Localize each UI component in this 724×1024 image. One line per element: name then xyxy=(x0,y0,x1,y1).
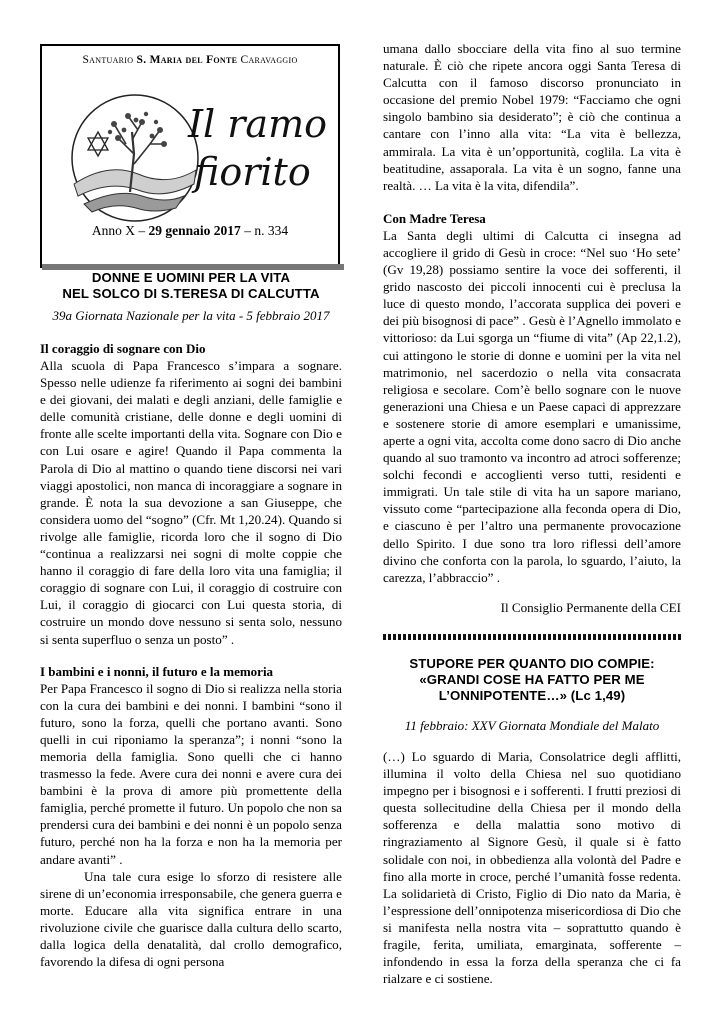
right-column xyxy=(383,41,681,616)
article1-headline-line1: DONNE E UOMINI PER LA VITA xyxy=(91,270,291,285)
section-text-bambini-nonni-2: Una tale cura esige lo sforzo di resistere alle sirene di un’economia irresponsabile, che genera guerra e morte. Educare alla vita significa entrare in una rivoluzione civile che guarisce dalla cultura dello scarto, dalla logica della denatalità, dal crollo demografico, favorendo la difesa di ogni persona xyxy=(40,868,342,970)
article1-headline-line2: NEL SOLCO DI S.TERESA DI CALCUTTA xyxy=(62,286,320,301)
issue-separator: – xyxy=(244,223,251,238)
article1-continued-text: umana dallo sbocciare della vita fino al suo termine naturale. È ciò che ripete ancora oggi Santa Teresa di Calcutta con il famoso discorso pronunciato in occasione del premio Nobel 1979: “Facciamo che ogni singolo bambino sia desiderato”; è ciò che continua a cantare con l’inno alla vita: “La vita è bellezza, ammirala. La vita è un’opportunità, coglila. La vita è beatitudine, assaporala. La vita è un sogno, fanne una realtà. … La vita è la vita, difendila”. xyxy=(383,41,681,193)
section-title-coraggio: Il coraggio di sognare con Dio xyxy=(40,341,206,356)
article2 xyxy=(383,656,681,987)
flowering-branch-logo-icon xyxy=(68,92,202,224)
masthead xyxy=(40,44,340,268)
masthead-title-line2: fiorito xyxy=(194,150,311,194)
masthead-sanctuary-name: S. Maria del Fonte xyxy=(136,54,238,66)
section-title-madre-teresa: Con Madre Teresa xyxy=(383,210,486,226)
article2-text: (…) Lo sguardo di Maria, Consolatrice degli afflitti, illumina il volto della Chiesa nel suo quotidiano impegno per i bisognosi e i sofferenti. I frutti preziosi di questa sollecitudine della Chiesa per il mondo della sofferenza e della malattia sono motivo di ringraziamento al Signore Gesù, il quale si è fatto solidale con noi, in obbedienza alla volontà del Padre e fino alla morte in croce, perché l’umanità fosse redenta. La solidarietà di Cristo, Figlio di Dio nato da Maria, è l’espressione dell’onnipotenza misericordiosa di Dio che si manifesta nella nostra vita – soprattutto quando è fragile, ferita, umiliata, emarginata, sofferente – infondendo in essa la forza della speranza che ci fa rialzare e ci sostiene. xyxy=(383,749,681,987)
section-text-coraggio: Alla scuola di Papa Francesco s’impara a sognare. Spesso nelle udienze fa riferimento ai sogni dei bambini e dei giovani, dei malati e degli anziani, delle famiglie e delle comunità cristiane, delle donne e degli uomini di fronte alle scelte importanti della vita. Sognare con Dio e con Lui osare e agire! Quando il Papa commenta la Parola di Dio al mattino o quando tiene discorsi nei vari viaggi apostolici, non manca di incoraggiare a sognare in grande. È nota la sua devozione a san Giuseppe, che considera uomo del “sogno” (Cfr. Mt 1,20.24). Quando si rivolge alle famiglie, ricorda loro che il sogno di Dio “continua a realizzarsi nei sogni di molte coppie che hanno il coraggio di fare della loro vita una famiglia; il coraggio di sognare con Lui, il coraggio di costruire con Lui, il coraggio di giocarci con Lui questa storia, di costruire un mondo dove nessuno si senta solo, nessuno si senta superfluo o senza un posto” . xyxy=(40,358,342,647)
article2-subtitle: 11 febbraio: XXV Giornata Mondiale del Malato xyxy=(404,718,660,733)
issue-number: n. 334 xyxy=(254,223,289,238)
section-title-bambini-nonni: I bambini e i nonni, il futuro e la memoria xyxy=(40,663,274,679)
dotted-divider xyxy=(383,634,681,640)
article2-headline-line2: «GRANDI COSE HA FATTO PER ME xyxy=(419,672,645,687)
article2-headline-line1: STUPORE PER QUANTO DIO COMPIE: xyxy=(409,656,655,671)
section-text-madre-teresa: La Santa degli ultimi di Calcutta ci insegna ad accogliere il grido di Gesù in croce: “Nel suo ‘Ho sete’ (Gv 19,28) possiamo sentire la voce dei sofferenti, il grido nascosto dei piccoli innocenti cui è preclusa la luce di questo mondo, l’accorata supplica dei poveri e dei più bisognosi di pace” . Gesù è l’Agnello immolato e vittorioso: da Lui sgorga un “fiume di vita” (Ap 22,1.2), cui attingono le storie di donne e uomini per la vita nel matrimonio, nel sacerdozio o nella vita consacrata religiosa e secolare. Com’è bello sognare con le nuove generazioni una Chiesa e un Paese capaci di apprezzare e sostenere storie di amore esemplari e umanissime, aperte a ogni vita, accolta come dono sacro di Dio anche quando al suo tramonto va incontro ad atroci sofferenze; solchi fecondi e accoglienti verso tutti, residenti e immigrati. Un tale stile di vita ha un sapore mariano, vissuto come “partecipazione alla feconda opera di Dio, e ciascuno è per l’altro una permanente provocazione dello Spirito. I due sono tra loro riflessi dell’amore divino che conforta con la parola, lo sguardo, l’aiuto, la carezza, l’abbraccio” . xyxy=(383,227,681,585)
masthead-prefix: Santuario xyxy=(82,54,134,66)
left-column xyxy=(40,270,342,970)
issue-date: 29 gennaio 2017 xyxy=(148,223,241,238)
issue-year: Anno X xyxy=(91,223,136,238)
article1-subtitle: 39a Giornata Nazionale per la vita - 5 febbraio 2017 xyxy=(52,308,330,323)
issue-separator: – xyxy=(138,223,146,238)
article2-headline-line3: L’ONNIPOTENTE…» (Lc 1,49) xyxy=(438,688,626,703)
issue-info xyxy=(42,223,338,239)
section-text-bambini-nonni: Per Papa Francesco il sogno di Dio si realizza nella storia con la cura dei bambini e dei nonni. I bambini “sono il futuro, sono la forza, quelli che portano avanti. Sono quelli in cui riponiamo la speranza”; i nonni “sono la memoria della famiglia. Sono quelli che ci hanno trasmesso la fede. Avere cura dei nonni e avere cura dei bambini è la prova di amore più promettente della famiglia, perché promette il futuro. Un popolo che non sa prendersi cura dei bambini e dei nonni è un popolo senza futuro, perché non ha la forza e non ha la memoria per andare avanti” . xyxy=(40,680,342,867)
masthead-title-line1: Il ramo xyxy=(188,102,327,146)
masthead-suffix: Caravaggio xyxy=(240,54,298,66)
article1-signature: Il Consiglio Permanente della CEI xyxy=(500,599,681,615)
masthead-top-line xyxy=(42,54,338,66)
